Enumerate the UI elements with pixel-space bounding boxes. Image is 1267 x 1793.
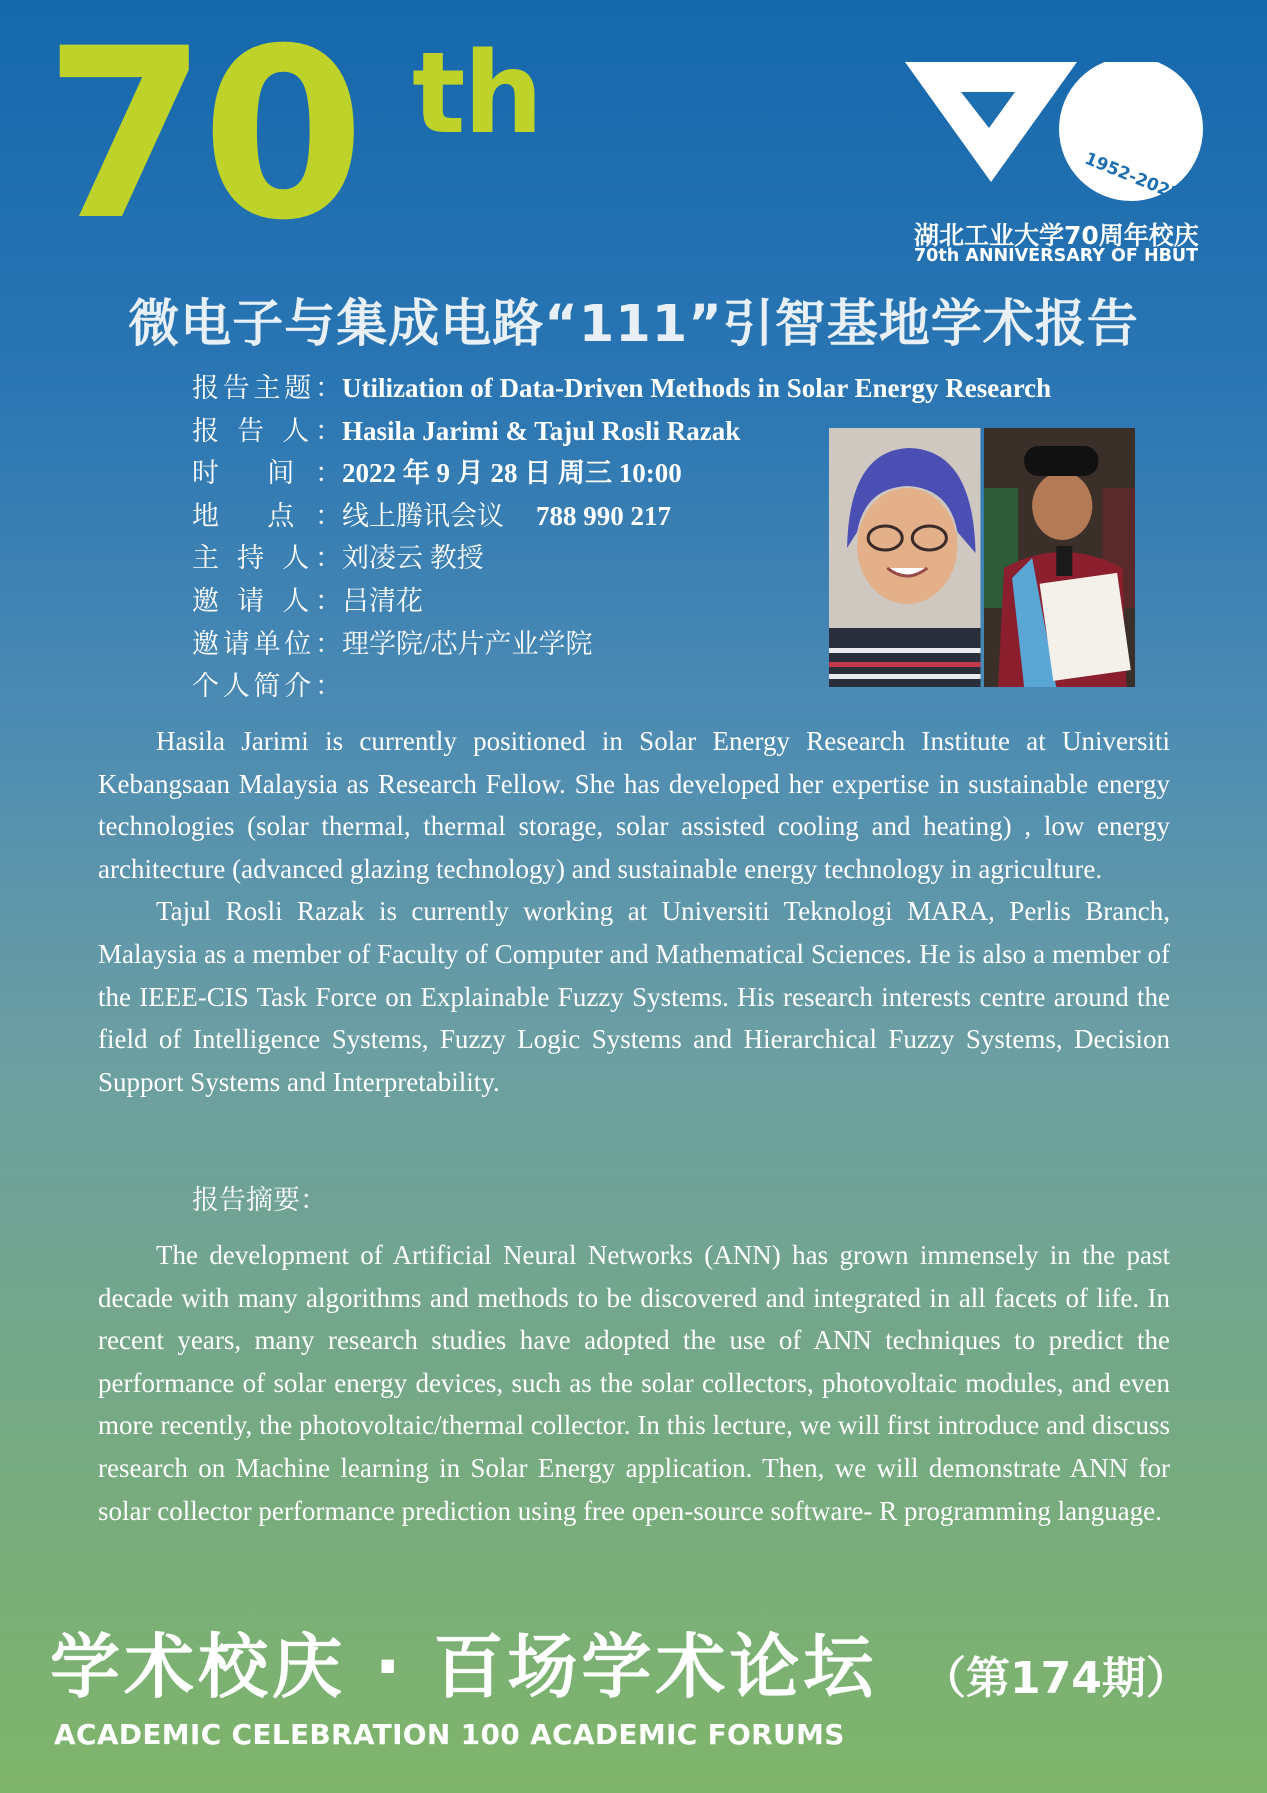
info-key-place: 地 点： [192, 500, 342, 531]
report-title: 微电子与集成电路“111”引智基地学术报告 [128, 295, 1139, 354]
forum-series-title-cn: 学术校庆 · 百场学术论坛 [50, 1626, 878, 1708]
info-key-inviter: 邀 请 人： [192, 585, 342, 616]
bio-paragraph-hasila: Hasila Jarimi is currently positioned in Solar Energy Research Institute at Universiti Kebangsaan Malaysia as Research Fellow. She has developed her expertise in sustainable energy technologies (solar thermal, thermal storage, solar assisted cooling and heating) , low energy architecture (advanced glazing technology) and sustainable energy technology in agriculture. [98, 726, 1170, 884]
info-inviter-value: 吕清花 [342, 585, 423, 616]
speaker-photo-tajul-rosli-razak [984, 428, 1136, 687]
info-place-value: 线上腾讯会议 [342, 500, 504, 531]
info-key-topic: 报告主题： [192, 373, 342, 403]
abstract-paragraph: The development of Artificial Neural Networks (ANN) has grown immensely in the past decade with many algorithms and methods to be discovered and integrated in all facets of life. In recent years, many research studies have adopted the use of ANN techniques to predict the performance of solar energy devices, such as the solar collectors, photovoltaic modules, and even more recently, the photovoltaic/thermal collector. In this lecture, we will first introduce and discuss research on Machine learning in Solar Energy application. Then, we will demonstrate ANN for solar collector performance prediction using free open-source software- R programming language. [98, 1240, 1170, 1526]
info-speaker-value: Hasila Jarimi & Tajul Rosli Razak [342, 415, 741, 446]
forum-issue-number: （第174期） [922, 1653, 1190, 1704]
logo-name-en: 70th ANNIVERSARY OF HBUT [914, 246, 1199, 266]
info-key-host: 主 持 人： [192, 543, 342, 574]
logo-years-text: 1952-2022 [1081, 148, 1184, 206]
info-key-bio: 个人简介： [192, 671, 342, 702]
bio-paragraph-tajul: Tajul Rosli Razak is currently working at Universiti Teknologi MARA, Perlis Branch, Malaysia as a member of Faculty of Computer and Mathematical Sciences. He is also a member of the IEEE-CIS Task Force on Explainable Fuzzy Systems. His research interests centre around the field of Intelligence Systems, Fuzzy Logic Systems and Hierarchical Fuzzy Systems, Decision Support Systems and Interpretability. [98, 896, 1170, 1097]
speaker-photos [829, 428, 1135, 687]
meeting-id[interactable]: 788 990 217 [536, 500, 671, 531]
abstract-section [98, 1234, 1170, 1532]
info-unit-value: 理学院/芯片产业学院 [342, 628, 593, 659]
info-host-value: 刘凌云 教授 [342, 543, 484, 574]
big-th-suffix: th [412, 29, 542, 159]
info-key-time: 时 间： [192, 458, 342, 489]
speaker-photo-hasila-jarimi [829, 428, 981, 687]
big-seventy-number: 70 [44, 0, 360, 272]
bio-section [98, 720, 1170, 1103]
logo-name-cn: 湖北工业大学70周年校庆 [914, 221, 1199, 250]
info-key-speaker: 报 告 人： [192, 415, 342, 446]
info-topic-value: Utilization of Data-Driven Methods in Solar Energy Research [342, 373, 1052, 403]
abstract-label: 报告摘要： [192, 1185, 327, 1215]
forum-series-title-en: ACADEMIC CELEBRATION 100 ACADEMIC FORUMS [54, 1718, 845, 1751]
info-row-topic [192, 367, 1051, 410]
info-key-unit: 邀请单位： [192, 628, 342, 659]
info-time-value: 2022 年 9 月 28 日 周三 10:00 [342, 458, 682, 489]
